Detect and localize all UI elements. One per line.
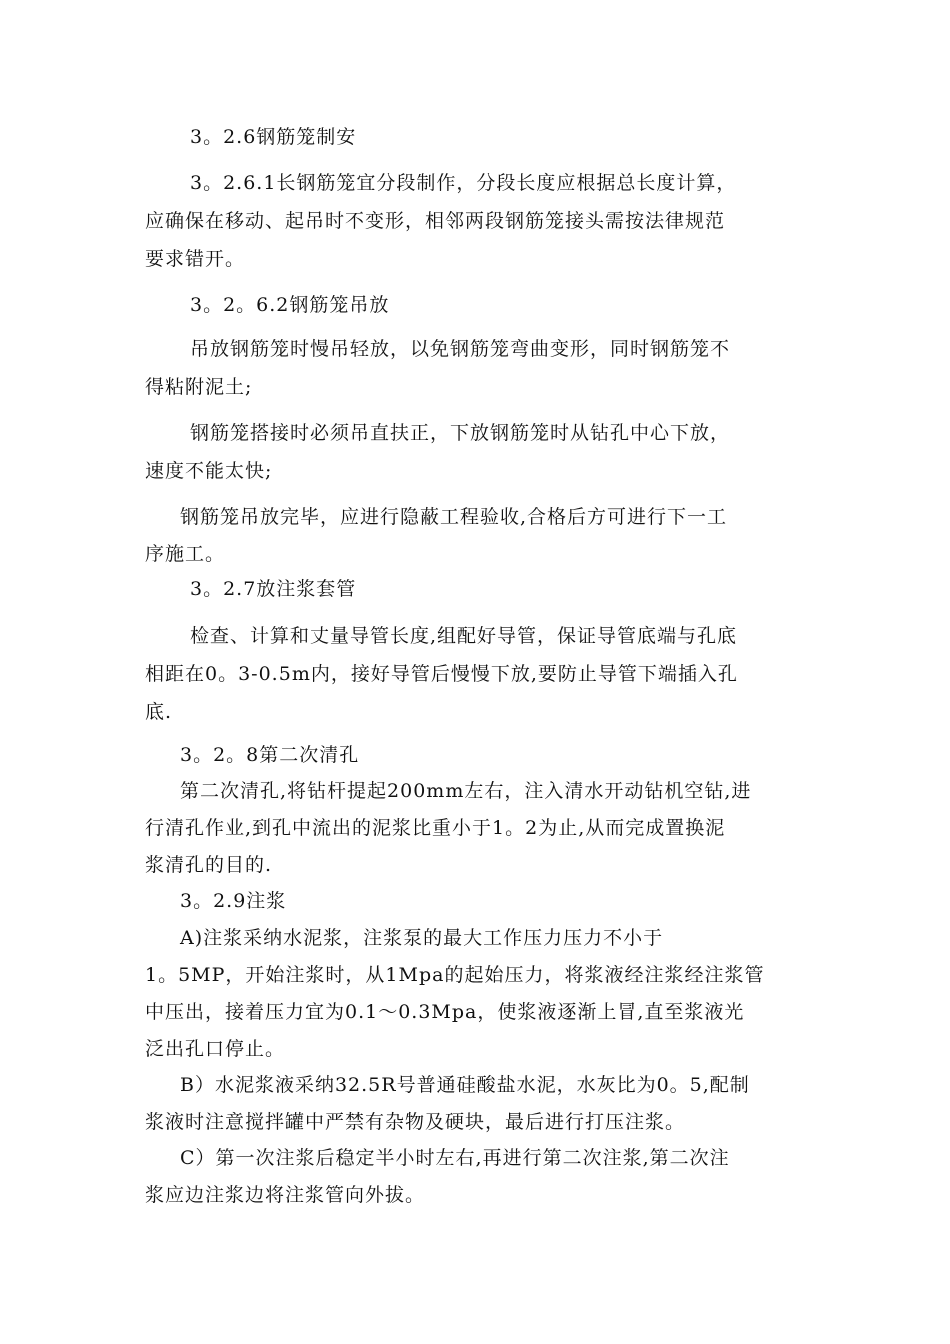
- paragraph-line: 检查、计算和丈量导管长度,组配好导管，保证导管底端与孔底: [190, 625, 738, 647]
- paragraph-line: 序施工。: [145, 543, 226, 565]
- paragraph-line: C）第一次注浆后稳定半小时左右,再进行第二次注浆,第二次注: [180, 1147, 730, 1169]
- paragraph-line: A)注浆采纳水泥浆，注浆泵的最大工作压力压力不小于: [180, 927, 664, 949]
- paragraph-line: 3。2.6.1长钢筋笼宜分段制作，分段长度应根据总长度计算，: [190, 172, 737, 194]
- heading-3-2-8: 3。2。8第二次清孔: [180, 744, 360, 766]
- paragraph-line: 吊放钢筋笼时慢吊轻放，以免钢筋笼弯曲变形，同时钢筋笼不: [190, 338, 731, 360]
- paragraph-line: 第二次清孔,将钻杆提起200mm左右，注入清水开动钻机空钻,进: [180, 780, 752, 802]
- heading-3-2-6-2: 3。2。6.2钢筋笼吊放: [190, 294, 390, 316]
- paragraph-line: 钢筋笼吊放完毕，应进行隐蔽工程验收,合格后方可进行下一工: [180, 506, 728, 528]
- paragraph-line: 相距在0。3-0.5m内，接好导管后慢慢下放,要防止导管下端插入孔: [145, 663, 738, 685]
- paragraph-line: 行清孔作业,到孔中流出的泥浆比重小于1。2为止,从而完成置换泥: [145, 817, 726, 839]
- paragraph-line: 应确保在移动、起吊时不变形，相邻两段钢筋笼接头需按法律规范: [145, 210, 726, 232]
- paragraph-line: 泛出孔口停止。: [145, 1038, 286, 1060]
- paragraph-line: 1。5MP，开始注浆时，从1Mpa的起始压力，将浆液经注浆经注浆管: [145, 964, 765, 986]
- paragraph-line: 浆应边注浆边将注浆管向外拔。: [145, 1184, 426, 1206]
- heading-3-2-6: 3。2.6钢筋笼制安: [190, 126, 357, 148]
- paragraph-line: 底.: [145, 701, 173, 723]
- paragraph-line: 钢筋笼搭接时必须吊直扶正，下放钢筋笼时从钻孔中心下放，: [190, 422, 731, 444]
- paragraph-line: 得粘附泥土;: [145, 376, 253, 398]
- paragraph-line: 中压出，接着压力宜为0.1～0.3Mpa，使浆液逐渐上冒,直至浆液光: [145, 1001, 745, 1023]
- paragraph-line: B）水泥浆液采纳32.5R号普通硅酸盐水泥，水灰比为0。5,配制: [180, 1074, 750, 1096]
- paragraph-line: 浆清孔的目的.: [145, 854, 273, 876]
- paragraph-line: 速度不能太快;: [145, 460, 273, 482]
- paragraph-line: 浆液时注意搅拌罐中严禁有杂物及硬块，最后进行打压注浆。: [145, 1111, 686, 1133]
- heading-3-2-9: 3。2.9注浆: [180, 890, 287, 912]
- paragraph-line: 要求错开。: [145, 248, 246, 270]
- heading-3-2-7: 3。2.7放注浆套管: [190, 578, 357, 600]
